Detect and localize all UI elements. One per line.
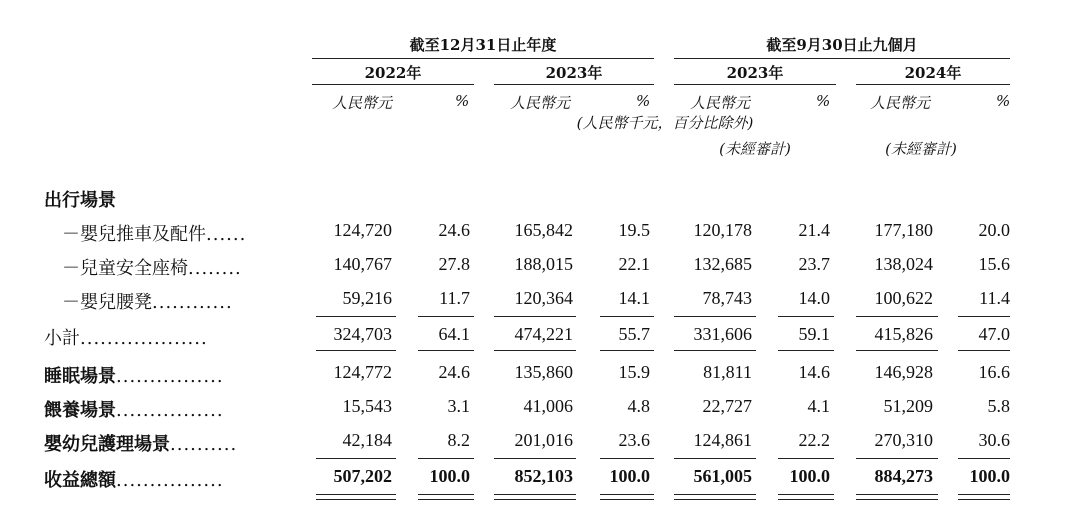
unit-rmb: 人民幣元	[690, 94, 751, 112]
table-cell: 22,727	[702, 396, 752, 416]
year-underline	[856, 84, 1010, 85]
row-label-feeding: 餵養場景................	[44, 400, 224, 421]
table-cell: 177,180	[874, 220, 933, 240]
year-header-2023-9m: 2023年	[726, 64, 784, 82]
table-cell: 100.0	[609, 466, 650, 486]
table-cell: 4.1	[807, 396, 830, 416]
table-rule	[418, 494, 474, 495]
table-cell: 59,216	[342, 288, 392, 308]
table-cell: 16.6	[978, 362, 1010, 382]
table-cell: 14.0	[798, 288, 830, 308]
table-rule	[856, 494, 938, 495]
row-label-sleep: 睡眠場景................	[44, 366, 224, 387]
table-cell: 270,310	[874, 430, 933, 450]
table-cell: 124,861	[693, 430, 752, 450]
table-cell: 415,826	[874, 324, 933, 344]
table-cell: 14.1	[618, 288, 650, 308]
row-label-car-seats: －兒童安全座椅........	[62, 258, 242, 279]
table-cell: 15,543	[342, 396, 392, 416]
table-cell: 19.5	[618, 220, 650, 240]
table-cell: 100.0	[789, 466, 830, 486]
table-rule	[958, 350, 1010, 351]
table-cell: 124,772	[333, 362, 392, 382]
year-header-2024-9m: 2024年	[904, 64, 962, 82]
group-underline-9m	[674, 58, 1010, 59]
table-rule	[418, 458, 474, 459]
row-label-total: 收益總額................	[44, 470, 224, 491]
table-rule	[494, 494, 576, 495]
table-cell: 507,202	[333, 466, 392, 486]
table-rule	[958, 499, 1010, 500]
table-rule	[778, 316, 834, 317]
table-cell: 24.6	[438, 362, 470, 382]
table-rule	[600, 458, 654, 459]
table-rule	[856, 458, 938, 459]
table-cell: 78,743	[702, 288, 752, 308]
table-cell: 884,273	[874, 466, 933, 486]
table-cell: 8.2	[447, 430, 470, 450]
table-cell: 331,606	[693, 324, 752, 344]
table-cell: 5.8	[987, 396, 1010, 416]
table-rule	[958, 316, 1010, 317]
year-header-2022: 2022年	[364, 64, 422, 82]
unit-pct: %	[636, 92, 651, 110]
table-cell: 852,103	[514, 466, 573, 486]
table-cell: 15.9	[618, 362, 650, 382]
table-rule	[856, 499, 938, 500]
year-underline	[312, 84, 474, 85]
table-cell: 120,364	[514, 288, 573, 308]
table-rule	[856, 350, 938, 351]
unit-rmb: 人民幣元	[870, 94, 931, 112]
unit-pct: %	[455, 92, 470, 110]
table-rule	[418, 316, 474, 317]
table-cell: 22.1	[618, 254, 650, 274]
table-cell: 59.1	[798, 324, 830, 344]
table-rule	[674, 316, 756, 317]
table-cell: 55.7	[618, 324, 650, 344]
table-cell: 100.0	[429, 466, 470, 486]
table-cell: 100.0	[969, 466, 1010, 486]
table-cell: 21.4	[798, 220, 830, 240]
table-cell: 140,767	[333, 254, 392, 274]
group-header-9m: 截至9月30日止九個月	[766, 36, 918, 54]
table-cell: 47.0	[978, 324, 1010, 344]
table-rule	[494, 350, 576, 351]
table-cell: 132,685	[693, 254, 752, 274]
table-cell: 165,842	[514, 220, 573, 240]
table-rule	[674, 458, 756, 459]
table-cell: 30.6	[978, 430, 1010, 450]
table-cell: 20.0	[978, 220, 1010, 240]
table-rule	[674, 494, 756, 495]
table-cell: 27.8	[438, 254, 470, 274]
table-cell: 81,811	[703, 362, 752, 382]
table-cell: 42,184	[342, 430, 392, 450]
table-rule	[316, 458, 396, 459]
year-underline	[494, 84, 654, 85]
table-rule	[778, 494, 834, 495]
unaudited-note-2023: (未經審計)	[719, 140, 791, 158]
table-rule	[418, 499, 474, 500]
unit-pct: %	[816, 92, 831, 110]
table-cell: 51,209	[883, 396, 933, 416]
table-rule	[316, 350, 396, 351]
table-cell: 146,928	[874, 362, 933, 382]
table-rule	[316, 316, 396, 317]
table-cell: 24.6	[438, 220, 470, 240]
table-rule	[316, 494, 396, 495]
row-label-hip-seats: －嬰兒腰凳............	[62, 292, 233, 313]
table-rule	[778, 499, 834, 500]
table-cell: 135,860	[514, 362, 573, 382]
table-cell: 561,005	[693, 466, 752, 486]
unit-rmb: 人民幣元	[332, 94, 393, 112]
table-rule	[418, 350, 474, 351]
table-rule	[856, 316, 938, 317]
table-cell: 23.6	[618, 430, 650, 450]
table-cell: 11.4	[979, 288, 1010, 308]
table-rule	[600, 494, 654, 495]
table-cell: 120,178	[693, 220, 752, 240]
table-cell: 138,024	[874, 254, 933, 274]
table-rule	[600, 316, 654, 317]
year-header-2023: 2023年	[545, 64, 603, 82]
table-cell: 188,015	[514, 254, 573, 274]
row-label-subtotal: 小計...................	[44, 328, 208, 349]
unit-pct: %	[996, 92, 1011, 110]
row-label-strollers: －嬰兒推車及配件......	[62, 224, 247, 245]
table-rule	[958, 494, 1010, 495]
table-cell: 64.1	[438, 324, 470, 344]
unaudited-note-2024: (未經審計)	[885, 140, 957, 158]
units-note: (人民幣千元，百分比除外)	[576, 114, 754, 132]
table-cell: 3.1	[447, 396, 470, 416]
table-cell: 100,622	[874, 288, 933, 308]
table-rule	[958, 458, 1010, 459]
row-label-care: 嬰幼兒護理場景..........	[44, 434, 238, 455]
group-underline-fy	[312, 58, 654, 59]
table-cell: 11.7	[439, 288, 470, 308]
table-rule	[674, 350, 756, 351]
table-cell: 22.2	[798, 430, 830, 450]
unit-rmb: 人民幣元	[510, 94, 571, 112]
table-cell: 324,703	[333, 324, 392, 344]
group-header-fy: 截至12月31日止年度	[409, 36, 557, 54]
table-rule	[494, 316, 576, 317]
table-cell: 14.6	[798, 362, 830, 382]
table-cell: 124,720	[333, 220, 392, 240]
table-rule	[494, 458, 576, 459]
table-cell: 15.6	[978, 254, 1010, 274]
table-cell: 201,016	[514, 430, 573, 450]
table-rule	[600, 350, 654, 351]
table-rule	[778, 350, 834, 351]
row-label-travel: 出行場景	[44, 190, 116, 211]
table-rule	[674, 499, 756, 500]
table-cell: 4.8	[627, 396, 650, 416]
table-cell: 23.7	[798, 254, 830, 274]
table-rule	[600, 499, 654, 500]
table-rule	[316, 499, 396, 500]
table-cell: 41,006	[523, 396, 573, 416]
table-rule	[494, 499, 576, 500]
year-underline	[674, 84, 836, 85]
table-cell: 474,221	[514, 324, 573, 344]
table-rule	[778, 458, 834, 459]
